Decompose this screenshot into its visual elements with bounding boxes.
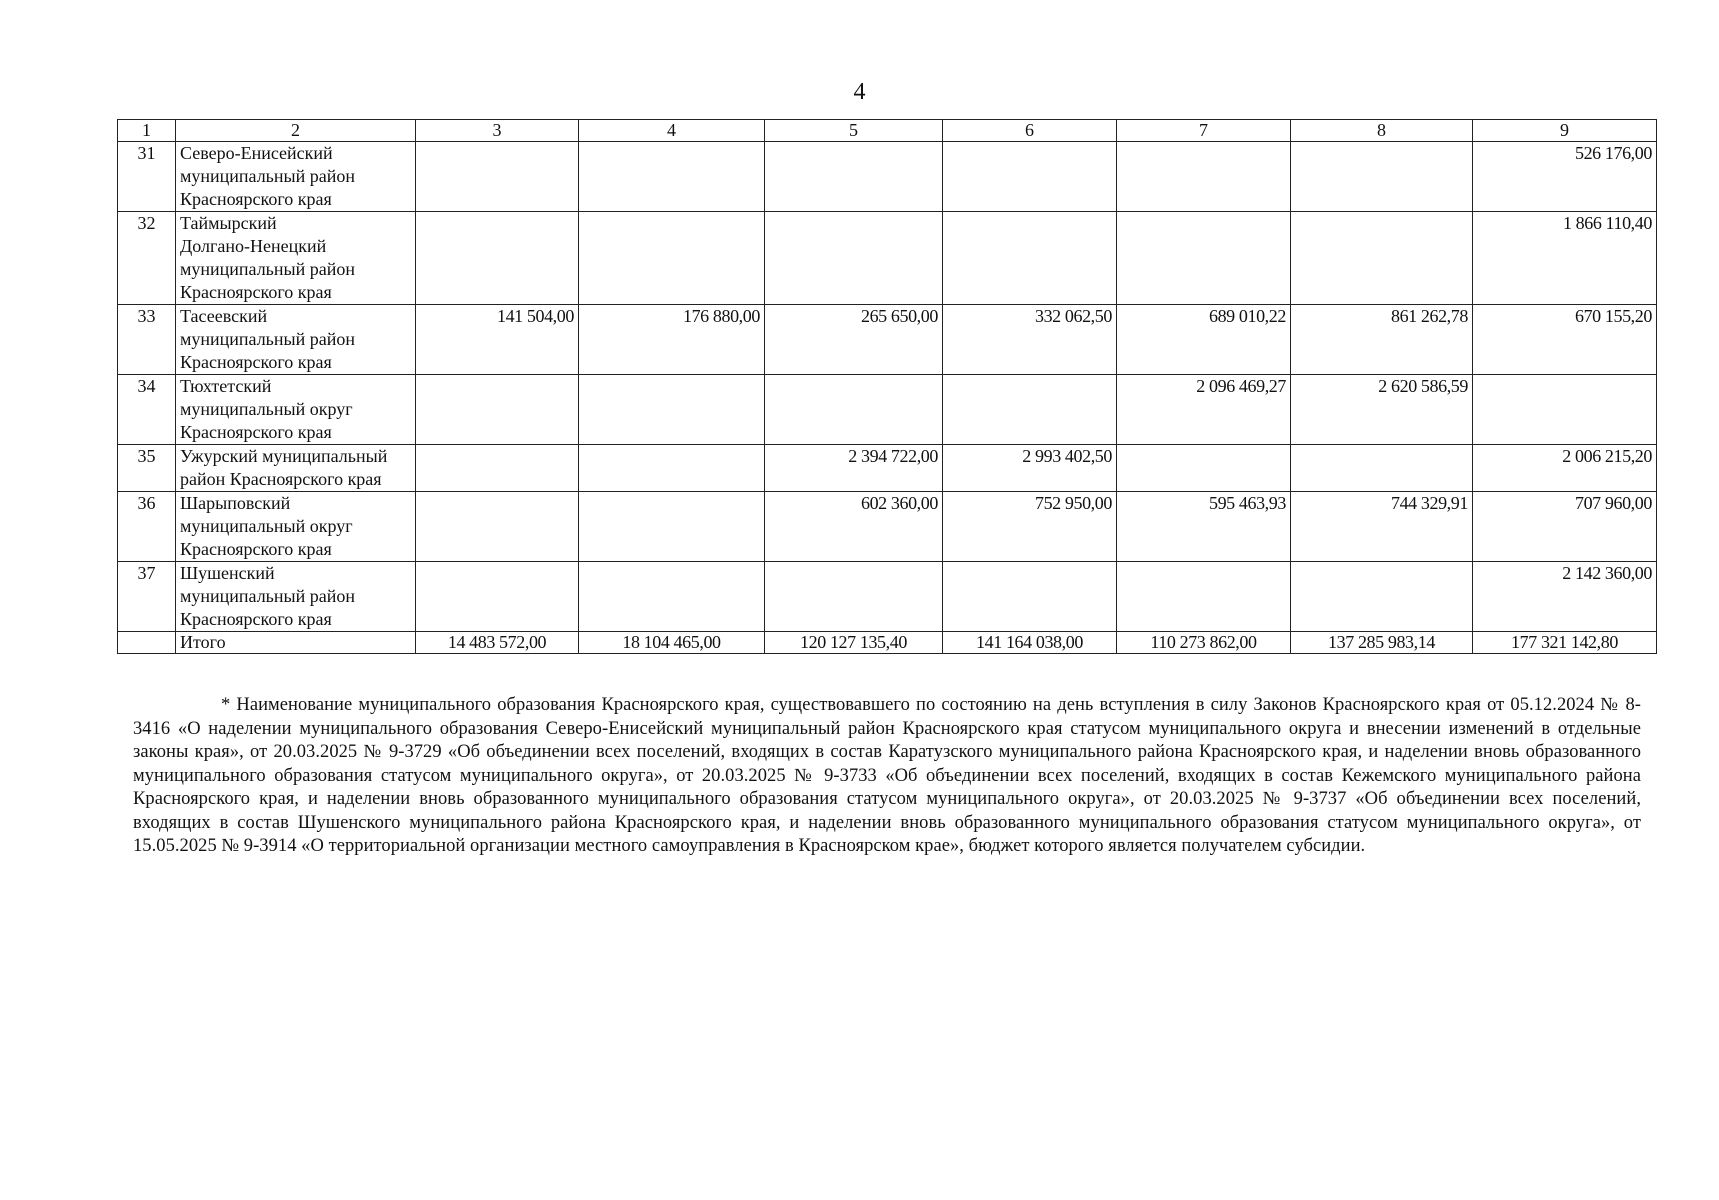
table-cell: 602 360,00 bbox=[765, 492, 943, 562]
table-cell bbox=[416, 562, 579, 632]
table-row bbox=[118, 492, 1657, 562]
table-row bbox=[118, 212, 1657, 305]
subsidy-table bbox=[117, 119, 1657, 654]
table-cell bbox=[1117, 212, 1291, 305]
table-cell bbox=[579, 562, 765, 632]
table-cell bbox=[943, 562, 1117, 632]
table-cell bbox=[579, 492, 765, 562]
table-row bbox=[118, 445, 1657, 492]
table-cell: 2 394 722,00 bbox=[765, 445, 943, 492]
table-row bbox=[118, 562, 1657, 632]
row-number: 31 bbox=[118, 142, 176, 212]
table-cell bbox=[1117, 142, 1291, 212]
total-value: 110 273 862,00 bbox=[1117, 632, 1291, 654]
table-cell bbox=[416, 142, 579, 212]
table-cell: 670 155,20 bbox=[1473, 305, 1657, 375]
table-cell bbox=[1117, 562, 1291, 632]
total-value: 120 127 135,40 bbox=[765, 632, 943, 654]
total-row bbox=[118, 632, 1657, 654]
table-cell bbox=[1473, 375, 1657, 445]
municipality-name: Северо-Енисейский муниципальный район Красноярского края bbox=[176, 142, 416, 212]
column-header: 5 bbox=[765, 120, 943, 142]
table-cell: 752 950,00 bbox=[943, 492, 1117, 562]
table-cell bbox=[943, 212, 1117, 305]
row-number: 34 bbox=[118, 375, 176, 445]
municipality-name: Тасеевский муниципальный район Красноярского края bbox=[176, 305, 416, 375]
table-cell: 265 650,00 bbox=[765, 305, 943, 375]
row-number: 35 bbox=[118, 445, 176, 492]
table-cell: 689 010,22 bbox=[1117, 305, 1291, 375]
table-cell: 2 096 469,27 bbox=[1117, 375, 1291, 445]
table-row bbox=[118, 305, 1657, 375]
municipality-name: Шушенский муниципальный район Красноярского края bbox=[176, 562, 416, 632]
table-cell bbox=[416, 212, 579, 305]
table-cell bbox=[765, 375, 943, 445]
table-cell: 2 993 402,50 bbox=[943, 445, 1117, 492]
table-cell bbox=[579, 375, 765, 445]
table-cell: 707 960,00 bbox=[1473, 492, 1657, 562]
municipality-name: Тюхтетский муниципальный округ Красноярского края bbox=[176, 375, 416, 445]
total-label: Итого bbox=[176, 632, 416, 654]
table-cell: 2 006 215,20 bbox=[1473, 445, 1657, 492]
table-cell: 861 262,78 bbox=[1291, 305, 1473, 375]
table-cell bbox=[579, 142, 765, 212]
table-header-row bbox=[118, 120, 1657, 142]
table-row bbox=[118, 375, 1657, 445]
table-cell bbox=[765, 212, 943, 305]
table-cell bbox=[943, 142, 1117, 212]
column-header: 8 bbox=[1291, 120, 1473, 142]
table-cell bbox=[1291, 445, 1473, 492]
total-value: 137 285 983,14 bbox=[1291, 632, 1473, 654]
column-header: 7 bbox=[1117, 120, 1291, 142]
table-cell: 176 880,00 bbox=[579, 305, 765, 375]
column-header: 9 bbox=[1473, 120, 1657, 142]
table-cell bbox=[1291, 212, 1473, 305]
row-number: 37 bbox=[118, 562, 176, 632]
table-cell bbox=[118, 632, 176, 654]
table-row bbox=[118, 142, 1657, 212]
table-cell bbox=[943, 375, 1117, 445]
table-cell: 1 866 110,40 bbox=[1473, 212, 1657, 305]
column-header: 6 bbox=[943, 120, 1117, 142]
table-cell: 2 620 586,59 bbox=[1291, 375, 1473, 445]
row-number: 33 bbox=[118, 305, 176, 375]
table-cell: 526 176,00 bbox=[1473, 142, 1657, 212]
table-cell: 332 062,50 bbox=[943, 305, 1117, 375]
table-cell: 744 329,91 bbox=[1291, 492, 1473, 562]
column-header: 3 bbox=[416, 120, 579, 142]
total-value: 177 321 142,80 bbox=[1473, 632, 1657, 654]
footnote: * Наименование муниципального образования Красноярского края, существовавшего по состоянию на день вступления в силу Законов Красноярского края от 05.12.2024 № 8-3416 «О наделении муниципального образования Северо-Енисейский муниципальный район Красноярского края статусом муниципального округа и внесении изменений в отдельные законы края», от 20.03.2025 № 9-3729 «Об объединении всех поселений, входящих в состав Каратузского муниципального района Красноярского края, и наделении вновь образованного муниципального образования статусом муниципального округа», от 20.03.2025 № 9-3733 «Об объединении всех поселений, входящих в состав Кежемского муниципального района Красноярского края, и наделении вновь образованного муниципального образования статусом муниципального округа», от 20.03.2025 № 9-3737 «Об объединении всех поселений, входящих в состав Шушенского муниципального района Красноярского края, и наделении вновь образованного муниципального образования статусом муниципального округа», от 15.05.2025 № 9-3914 «О территориальной организации местного самоуправления в Красноярском крае», бюджет которого является получателем субсидии. bbox=[133, 695, 1641, 856]
total-value: 141 164 038,00 bbox=[943, 632, 1117, 654]
table-cell: 141 504,00 bbox=[416, 305, 579, 375]
municipality-name: Ужурский муниципальный район Красноярского края bbox=[176, 445, 416, 492]
row-number: 36 bbox=[118, 492, 176, 562]
table-cell bbox=[1291, 562, 1473, 632]
table-cell bbox=[579, 212, 765, 305]
table-cell bbox=[416, 492, 579, 562]
row-number: 32 bbox=[118, 212, 176, 305]
table-cell bbox=[765, 142, 943, 212]
column-header: 1 bbox=[118, 120, 176, 142]
column-header: 4 bbox=[579, 120, 765, 142]
table-cell: 595 463,93 bbox=[1117, 492, 1291, 562]
table-cell bbox=[416, 375, 579, 445]
table-cell: 2 142 360,00 bbox=[1473, 562, 1657, 632]
total-value: 18 104 465,00 bbox=[579, 632, 765, 654]
table-cell bbox=[1117, 445, 1291, 492]
column-header: 2 bbox=[176, 120, 416, 142]
total-value: 14 483 572,00 bbox=[416, 632, 579, 654]
table-cell bbox=[416, 445, 579, 492]
page-number: 4 bbox=[853, 79, 866, 105]
municipality-name: Шарыповский муниципальный округ Красноярского края bbox=[176, 492, 416, 562]
table-cell bbox=[579, 445, 765, 492]
municipality-name: Таймырский Долгано-Ненецкий муниципальный район Красноярского края bbox=[176, 212, 416, 305]
table-cell bbox=[765, 562, 943, 632]
table-cell bbox=[1291, 142, 1473, 212]
